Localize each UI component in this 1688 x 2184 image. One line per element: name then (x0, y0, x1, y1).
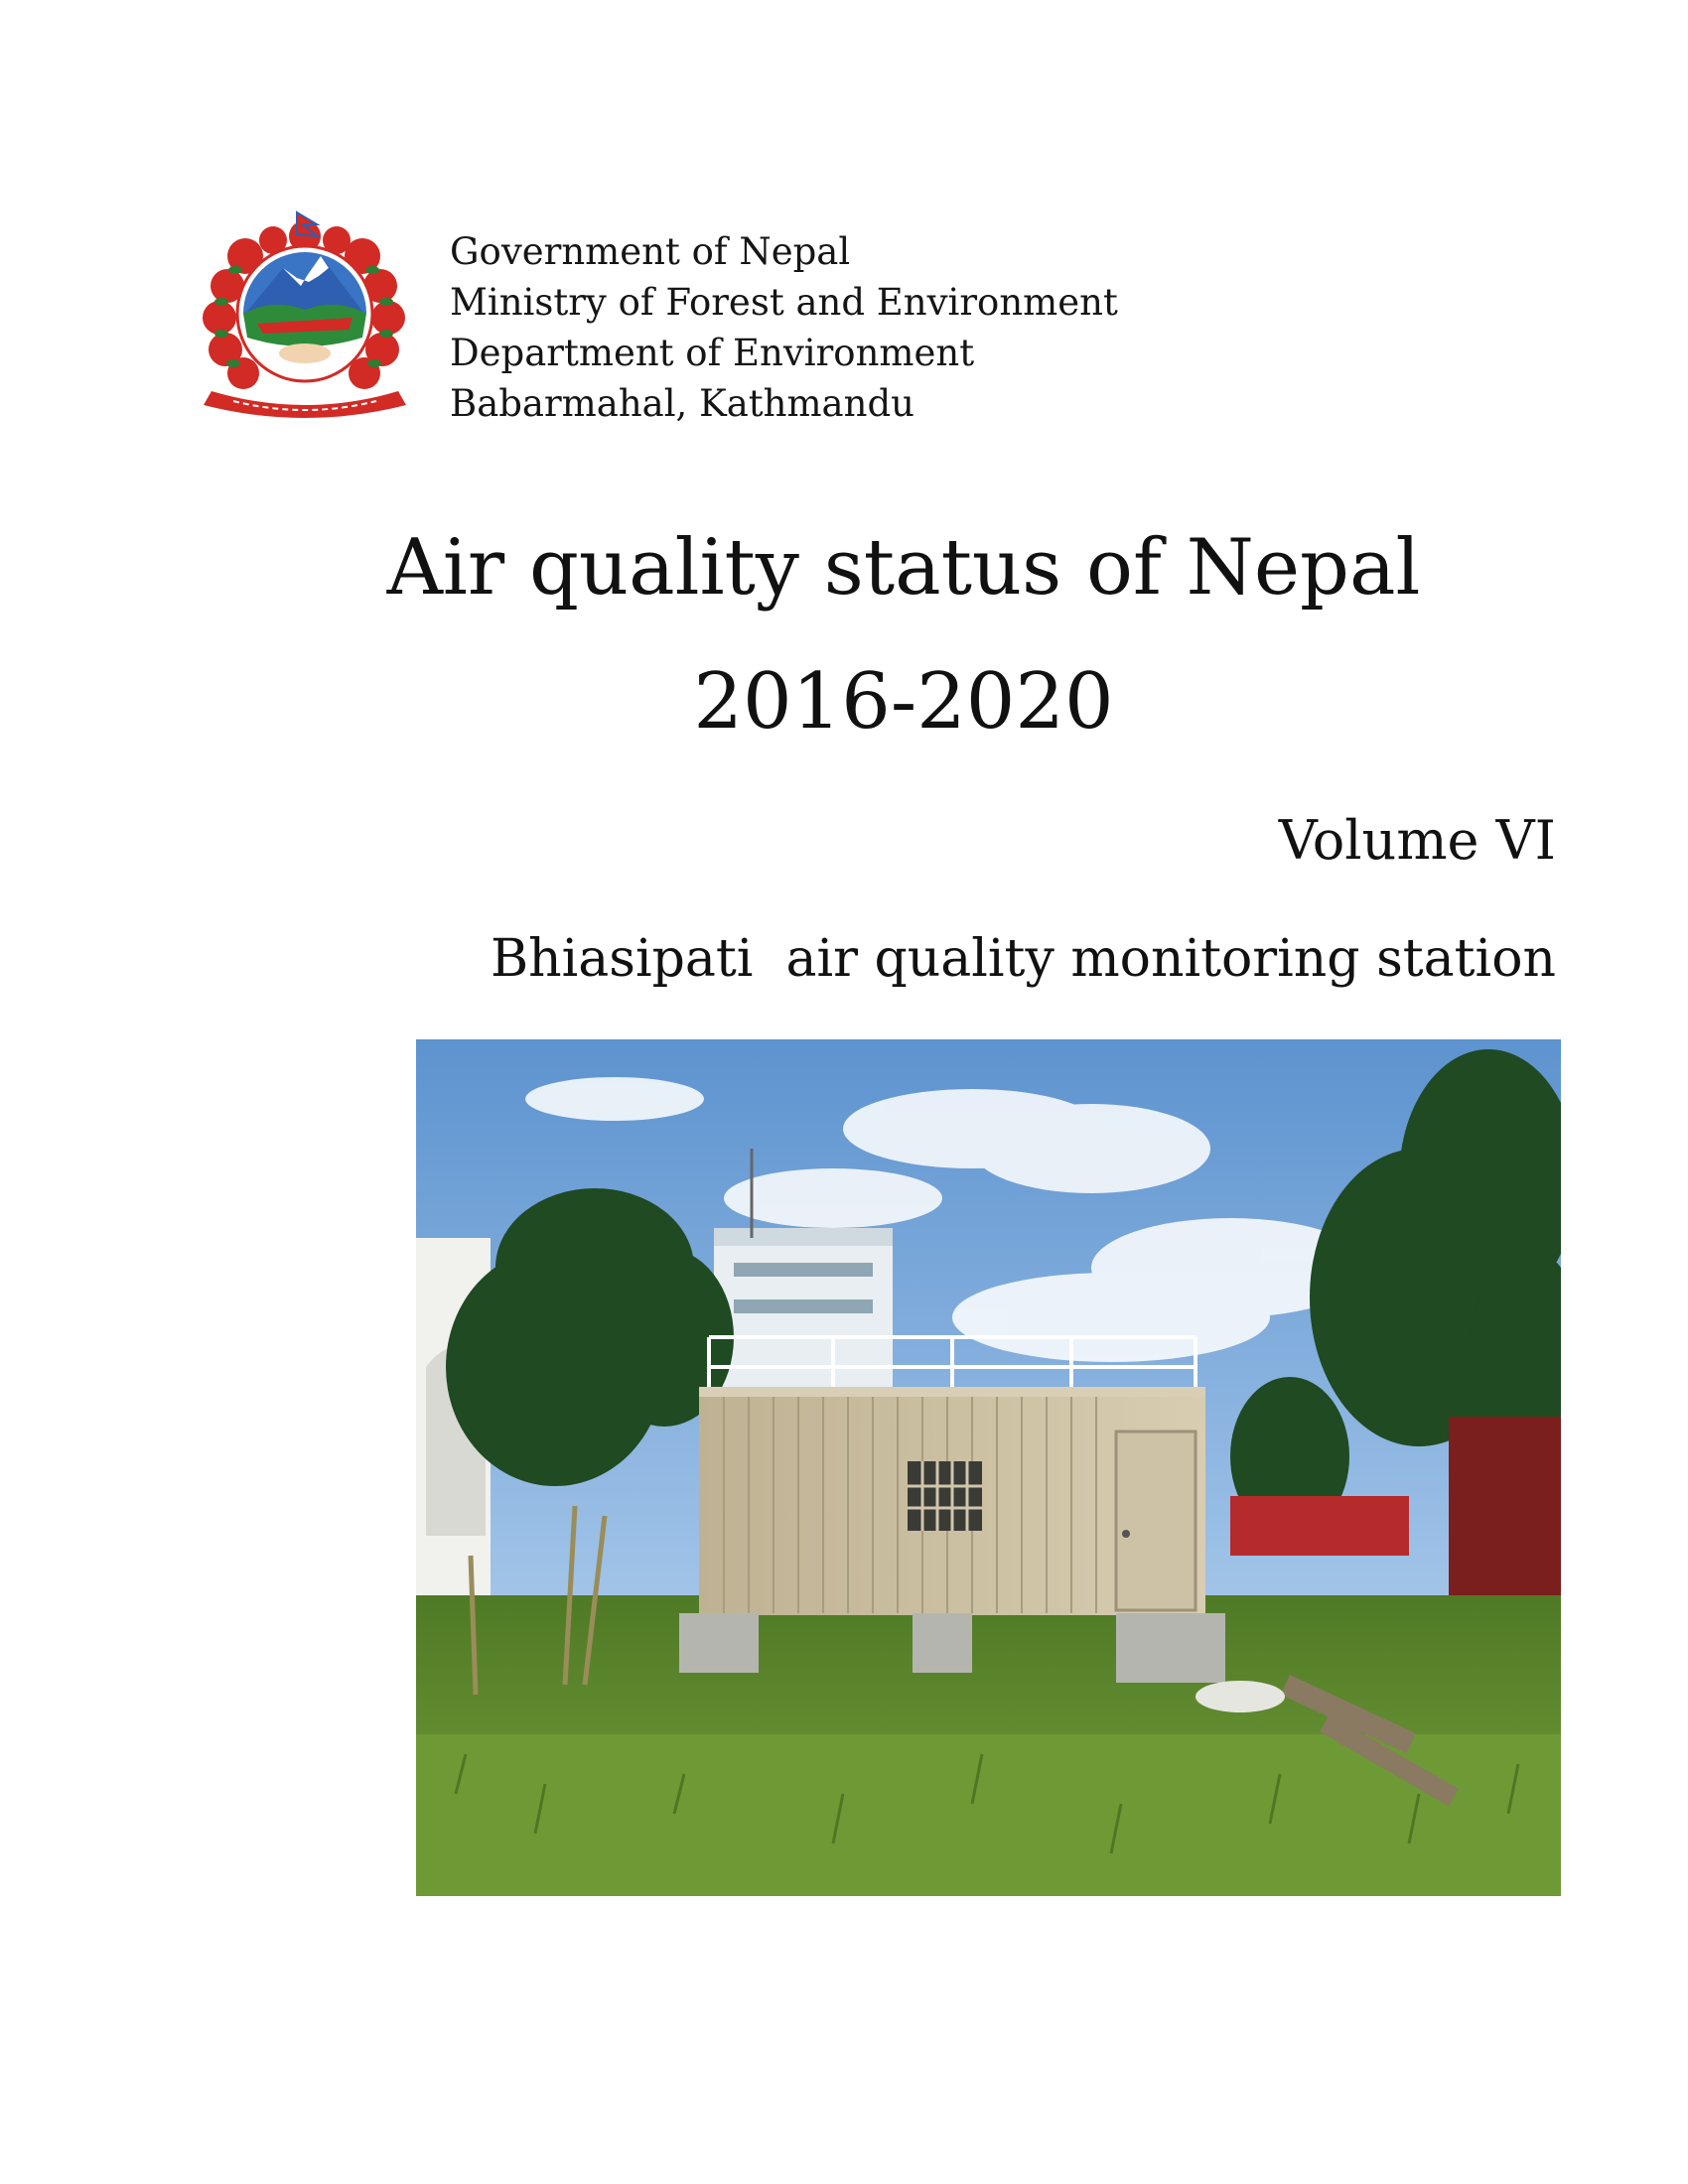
monitoring-station-photo (416, 1039, 1561, 1896)
organisation-header (450, 226, 1118, 429)
org-line-government: Government of Nepal (450, 230, 851, 273)
org-line-address: Babarmahal, Kathmandu (450, 382, 914, 425)
report-title: Air quality status of Nepal (386, 523, 1421, 613)
org-line-department: Department of Environment (450, 332, 975, 374)
org-line-ministry: Ministry of Forest and Environment (450, 281, 1118, 324)
report-years: 2016-2020 (693, 657, 1114, 747)
nepal-coat-of-arms-icon (194, 206, 417, 425)
station-name: Bhiasipati air quality monitoring station (490, 929, 1556, 989)
volume-label: Volume VI (1278, 809, 1556, 872)
